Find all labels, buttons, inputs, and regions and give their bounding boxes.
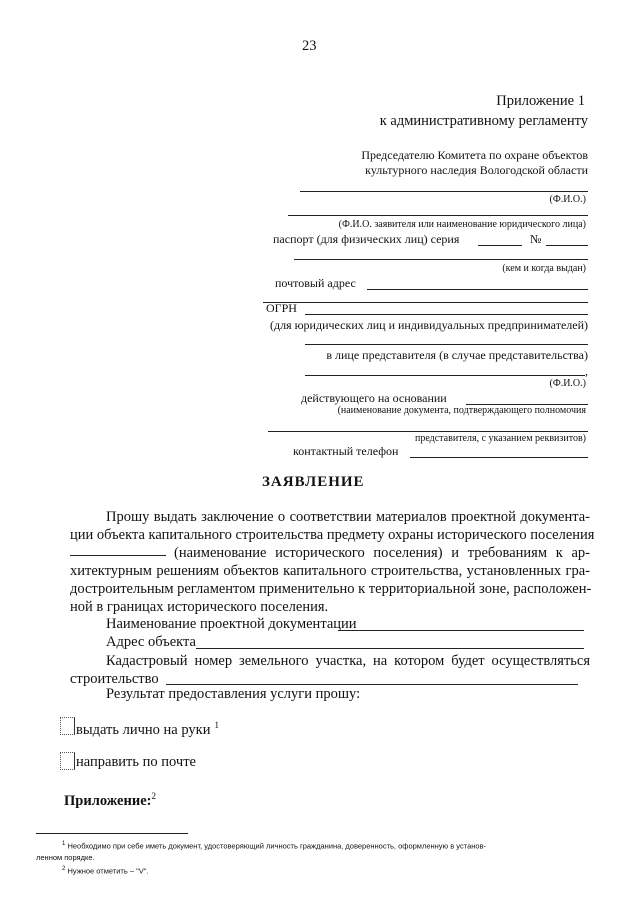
statement-line-1: Прошу выдать заключение о соответствии материалов проектной документа- <box>106 509 590 525</box>
postal-label: почтовый адрес <box>275 276 356 290</box>
statement-title: ЗАЯВЛЕНИЕ <box>262 474 365 490</box>
passport-number-sign: № <box>530 232 542 246</box>
in-person-label: выдать лично на руки <box>76 721 211 738</box>
object-address-label: Адрес объекта <box>106 634 196 650</box>
appendix-title: Приложение 1 <box>496 93 585 109</box>
attachment-footnote-ref: 2 <box>151 791 156 801</box>
passport-number-line <box>546 245 588 246</box>
phone-label: контактный телефон <box>293 444 399 458</box>
applicant-hint: (Ф.И.О. заявителя или наименование юридического лица) <box>338 219 586 230</box>
attachment-label <box>64 791 156 810</box>
issued-line <box>294 259 588 260</box>
addressee-line2: культурного наследия Вологодской области <box>365 163 588 177</box>
statement-paragraph <box>70 508 595 616</box>
phone-line <box>410 457 588 458</box>
footnote-1-number: 1 <box>62 841 66 847</box>
in-person-checkbox[interactable] <box>60 717 75 735</box>
addressee-line1: Председателю Комитета по охране объектов <box>361 148 588 162</box>
result-label: Результат предоставления услуги прошу: <box>106 686 361 702</box>
footnote-1-line-2: ленном порядке. <box>36 853 95 862</box>
by-mail-option: направить по почте <box>76 754 196 770</box>
footnote-1-line-1: Необходимо при себе иметь документ, удостоверяющий личность гражданина, доверенность, оформленную в установ- <box>67 841 487 851</box>
statement-line-2: ции объекта капитального строительства предмету охраны исторического поселения <box>70 527 595 543</box>
statement-line-5: достроительным регламентом применительно к территориальной зоне, расположен- <box>70 581 592 597</box>
ogrn-label: ОГРН <box>266 301 297 315</box>
rep-label: в лице представителя (в случае представительства) <box>326 348 588 362</box>
basis-hint-2: представителя, с указанием реквизитов) <box>415 433 586 444</box>
postal-line-2 <box>263 302 588 303</box>
footnote-1 <box>62 841 486 851</box>
statement-line-6: ной в границах исторического поселения. <box>70 599 329 615</box>
fio-hint: (Ф.И.О.) <box>549 194 586 205</box>
footnote-2-number: 2 <box>62 866 66 872</box>
footnote-separator <box>36 833 188 834</box>
rep-top-line <box>305 344 588 345</box>
cadastral-block <box>70 652 590 688</box>
cadastral-line-2: строительство <box>70 671 159 687</box>
footnote-2-text: Нужное отметить – "V". <box>67 866 149 876</box>
statement-line-3: (наименование исторического поселения) и требованиям к ар- <box>174 545 590 561</box>
ogrn-line <box>305 314 588 315</box>
cadastral-line <box>166 684 578 685</box>
rep-fio-line <box>305 375 585 376</box>
fio-line <box>300 191 588 192</box>
issued-hint: (кем и когда выдан) <box>502 263 586 274</box>
in-person-footnote-ref: 1 <box>214 720 219 730</box>
statement-line-4: хитектурным решениям объектов капитального строительства, установленных гра- <box>70 563 590 579</box>
settlement-name-line <box>70 555 166 556</box>
project-doc-line <box>338 630 584 631</box>
passport-label: паспорт (для физических лиц) серия <box>273 232 460 246</box>
rep-comma: , <box>585 364 588 378</box>
by-mail-checkbox[interactable] <box>60 752 75 770</box>
page-number: 23 <box>302 38 317 54</box>
footnote-2 <box>62 866 149 876</box>
appendix-subtitle: к административному регламенту <box>379 113 588 129</box>
object-address-line <box>196 648 584 649</box>
rep-fio-hint: (Ф.И.О.) <box>549 378 586 389</box>
ogrn-hint: (для юридических лиц и индивидуальных предпринимателей) <box>269 318 588 332</box>
basis-line-2 <box>268 431 588 432</box>
cadastral-line-1: Кадастровый номер земельного участка, на котором будет осуществляться <box>106 653 590 669</box>
attachment-label-text: Приложение: <box>64 792 152 809</box>
basis-label: действующего на основании <box>301 391 447 405</box>
postal-line <box>367 289 588 290</box>
in-person-option <box>76 720 219 739</box>
basis-hint: (наименование документа, подтверждающего полномочия <box>337 405 586 416</box>
passport-series-line <box>478 245 522 246</box>
project-doc-label: Наименование проектной документации <box>106 616 357 632</box>
applicant-line <box>288 215 588 216</box>
